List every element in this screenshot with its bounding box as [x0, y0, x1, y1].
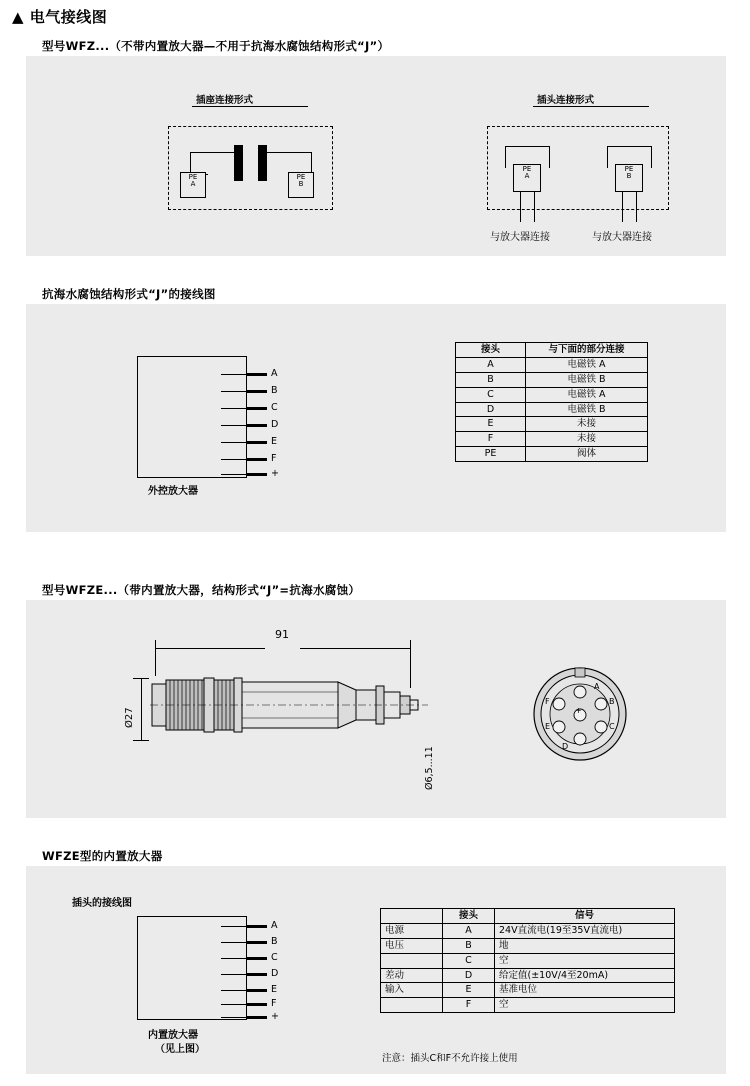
terminal-label-f: F [271, 453, 277, 464]
socket-wire-top-right [263, 152, 311, 153]
socket-pe-label-a: PE [188, 173, 198, 181]
internal-amplifier-label-1: 内置放大器 [148, 1030, 198, 1041]
table-header-row [381, 909, 675, 924]
terminal-lead-e [221, 442, 247, 443]
terminal2-label-d: D [271, 968, 279, 979]
face-pin-label-c: C [609, 722, 615, 731]
terminal2-bar-d [247, 973, 267, 976]
col-header-blank [381, 909, 443, 924]
terminal2-label-c: C [271, 952, 278, 963]
internal-amplifier-label-2: （见上图） [155, 1044, 205, 1055]
cell-connection: 电磁铁 B [526, 402, 648, 417]
plug-diagram-title: 插头连接形式 [537, 95, 595, 106]
plug-lead-b2 [636, 192, 637, 222]
terminal2-label-a: A [271, 920, 278, 931]
solenoid-coil-b [258, 145, 267, 181]
terminal-bar-c [247, 407, 267, 410]
terminal-bar-d [247, 424, 267, 427]
cell-group [381, 953, 443, 968]
table-row [381, 923, 675, 938]
plug-wire-2 [607, 146, 651, 147]
plug-wire-1 [505, 146, 549, 147]
table-row [456, 357, 648, 372]
face-pin-label-d: D [562, 742, 569, 751]
socket-wire-v3 [311, 152, 312, 174]
plug-pe-label-a: PE [522, 165, 532, 173]
terminal-lead-pe [221, 474, 247, 475]
cell-pin: E [443, 983, 495, 998]
terminal-lead-c [221, 408, 247, 409]
plug-wire-v3 [607, 146, 608, 168]
terminal-label-a: A [271, 368, 278, 379]
terminal2-label-e: E [271, 984, 278, 995]
terminal2-bar-pe [247, 1016, 267, 1019]
table-row [381, 953, 675, 968]
cell-signal: 地 [495, 938, 675, 953]
section-4-table [380, 908, 675, 1013]
terminal-bar-pe [247, 473, 267, 476]
table-row [456, 447, 648, 462]
cell-terminal: F [456, 432, 526, 447]
table-row [381, 938, 675, 953]
plug-pe-label-b: PE [624, 165, 634, 173]
terminal-lead-a [221, 374, 247, 375]
terminal2-bar-e [247, 989, 267, 992]
plug-title-underline [533, 106, 649, 107]
table-row [456, 402, 648, 417]
face-pin-label-f: F [545, 697, 550, 706]
terminal2-label-f: F [271, 998, 277, 1009]
col-header-terminal: 接头 [456, 343, 526, 358]
terminal-label-b: B [271, 385, 278, 396]
socket-pin-label-b: B [298, 180, 304, 189]
terminal-label-d: D [271, 419, 279, 430]
terminal2-bar-b [247, 941, 267, 944]
cell-signal: 给定值(±10V/4至20mA) [495, 968, 675, 983]
table-row [456, 372, 648, 387]
section-1-heading: 型号WFZ...（不带内置放大器—不用于抗海水腐蚀结构形式“J”） [42, 39, 390, 53]
socket-wire-top-left [190, 152, 238, 153]
plug-pe-box-a [513, 164, 541, 192]
plug-pe-box-b [615, 164, 643, 192]
cell-group: 电源 [381, 923, 443, 938]
plug-pin-label-a: A [524, 172, 530, 181]
plug-pin-label-b: B [626, 172, 632, 181]
socket-title-underline [192, 106, 308, 107]
terminal2-lead-b [221, 942, 247, 943]
face-pin-label-e: E [545, 722, 551, 731]
cell-signal: 空 [495, 998, 675, 1013]
cell-connection: 阀体 [526, 447, 648, 462]
plug-wire-v1 [505, 146, 506, 168]
cell-group [381, 998, 443, 1013]
cell-terminal: PE [456, 447, 526, 462]
cell-signal: 空 [495, 953, 675, 968]
face-pin-label-a: A [594, 682, 600, 691]
terminal2-lead-pe [221, 1017, 247, 1018]
socket-pe-box-b [288, 172, 314, 198]
solenoid-coil-a [234, 145, 243, 181]
plug-wire-v2 [549, 146, 550, 168]
cell-connection: 未接 [526, 432, 648, 447]
table-header-row [456, 343, 648, 358]
cell-group: 输入 [381, 983, 443, 998]
terminal-label-c: C [271, 402, 278, 413]
cell-pin: C [443, 953, 495, 968]
terminal2-lead-e [221, 990, 247, 991]
socket-pe-label-b: PE [296, 173, 306, 181]
cell-terminal: B [456, 372, 526, 387]
dim-tick-dia-top [133, 678, 149, 679]
dim-line-left [155, 648, 265, 649]
cell-terminal: E [456, 417, 526, 432]
dim-line-diameter [141, 678, 142, 740]
table-row [381, 968, 675, 983]
cell-pin: B [443, 938, 495, 953]
cell-pin: F [443, 998, 495, 1013]
plug-wiring-diagram-title: 插头的接线图 [72, 898, 132, 909]
cell-connection: 电磁铁 A [526, 357, 648, 372]
col-header-signal: 信号 [495, 909, 675, 924]
table-row [381, 983, 675, 998]
cell-group: 电压 [381, 938, 443, 953]
plug-lead-b1 [622, 192, 623, 222]
terminal-lead-b [221, 391, 247, 392]
cell-terminal: A [456, 357, 526, 372]
section-4-footnote: 注意：插头C和F不允许接上使用 [382, 1053, 518, 1064]
table-row [456, 387, 648, 402]
cell-pin: A [443, 923, 495, 938]
terminal-bar-e [247, 441, 267, 444]
cell-group: 差动 [381, 968, 443, 983]
cell-signal: 基准电位 [495, 983, 675, 998]
plug-lead-a1 [520, 192, 521, 222]
terminal-bar-b [247, 390, 267, 393]
terminal2-label-b: B [271, 936, 278, 947]
terminal-lead-f [221, 459, 247, 460]
cell-terminal: D [456, 402, 526, 417]
table-row [456, 417, 648, 432]
page-title: ▲ 电气接线图 [12, 8, 108, 26]
amp-note-right: 与放大器连接 [592, 232, 652, 243]
cell-pin: D [443, 968, 495, 983]
terminal-bar-a [247, 373, 267, 376]
cell-signal: 24V直流电(19至35V直流电) [495, 923, 675, 938]
terminal2-lead-f [221, 1004, 247, 1005]
terminal2-lead-c [221, 958, 247, 959]
dimension-thread-label: Ø6,5...11 [424, 746, 435, 790]
dim-line-right [300, 648, 410, 649]
section-3-heading: 型号WFZE...（带内置放大器，结构形式“J”=抗海水腐蚀） [42, 583, 361, 597]
plug-lead-a2 [534, 192, 535, 222]
dimension-length-label: 91 [275, 628, 289, 641]
connector-side-view [150, 672, 430, 752]
col-header-terminal: 接头 [443, 909, 495, 924]
socket-pin-label-a: A [190, 180, 196, 189]
terminal2-label-pe: + [271, 1011, 279, 1022]
section-2-heading: 抗海水腐蚀结构形式“J”的接线图 [42, 287, 216, 301]
dim-tick-dia-bot [133, 740, 149, 741]
terminal-label-pe: + [271, 468, 279, 479]
terminal-bar-f [247, 458, 267, 461]
face-pin-label-pe: + [575, 706, 582, 715]
cell-connection: 未接 [526, 417, 648, 432]
dimension-diameter-label: Ø27 [124, 707, 135, 728]
external-amplifier-label: 外控放大器 [148, 486, 198, 497]
table-row [381, 998, 675, 1013]
terminal2-lead-d [221, 974, 247, 975]
terminal2-bar-f [247, 1003, 267, 1006]
socket-wire-v1 [190, 152, 191, 174]
socket-diagram-title: 插座连接形式 [196, 95, 254, 106]
table-row [456, 432, 648, 447]
terminal2-bar-c [247, 957, 267, 960]
cell-connection: 电磁铁 B [526, 372, 648, 387]
col-header-connection: 与下面的部分连接 [526, 343, 648, 358]
plug-wire-v4 [651, 146, 652, 168]
face-pin-label-b: B [609, 697, 615, 706]
section-2-table [455, 342, 648, 462]
terminal2-lead-a [221, 926, 247, 927]
terminal-label-e: E [271, 436, 278, 447]
section-4-heading: WFZE型的内置放大器 [42, 849, 163, 863]
socket-pe-box-a [180, 172, 206, 198]
amp-note-left: 与放大器连接 [490, 232, 550, 243]
cell-terminal: C [456, 387, 526, 402]
cell-connection: 电磁铁 A [526, 387, 648, 402]
terminal-lead-d [221, 425, 247, 426]
terminal2-bar-a [247, 925, 267, 928]
